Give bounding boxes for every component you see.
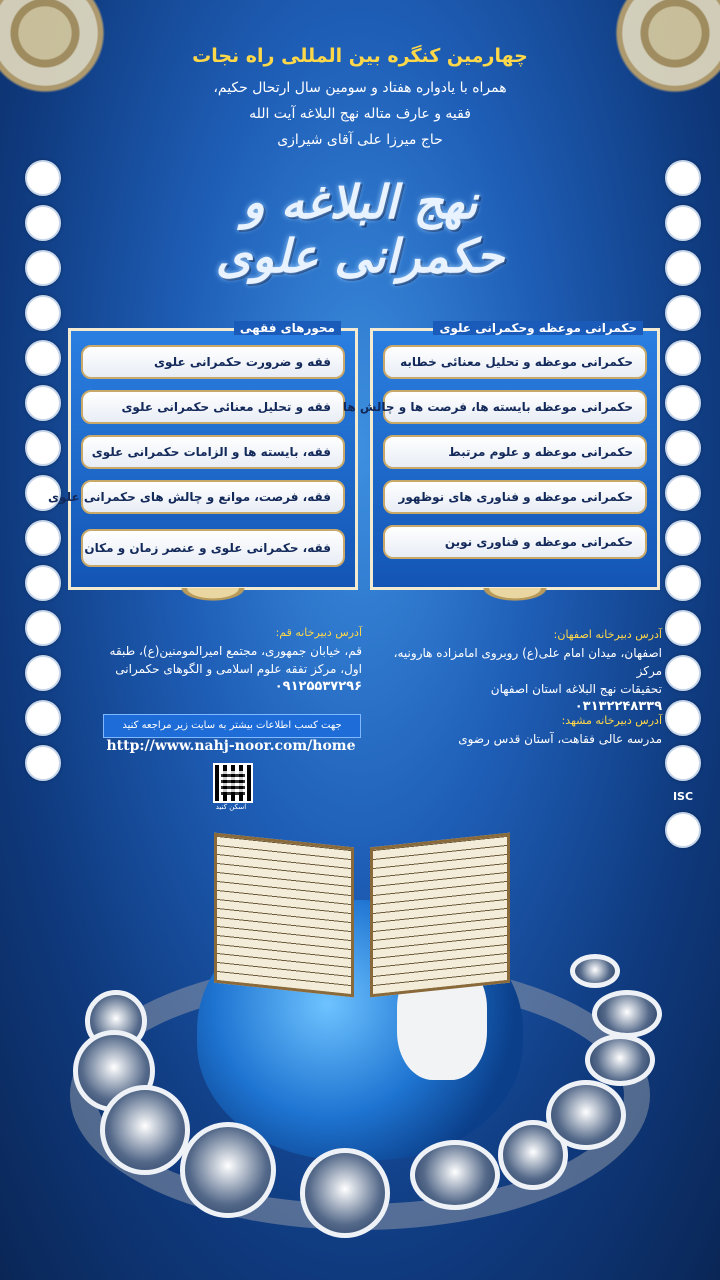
header [150,45,570,153]
corner-ornament-right [570,0,720,110]
isfahan-line-1: اصفهان، میدان امام علی(ع) روبروی امامزاده هارونیه، مرکز [393,646,662,678]
congress-title: چهارمین کنگره بین المللی راه نجات [192,45,528,67]
research-logo [665,340,701,376]
media-logo [665,295,701,331]
panel-ornament [153,588,273,612]
axis-item: حکمرانی موعظه و فناوری های نوظهور [383,480,647,514]
association-logo [25,565,61,601]
photo-circle-network [592,990,662,1038]
qom-phone: ۰۹۱۲۵۵۳۷۲۹۶ [274,679,362,694]
subtitle-line-1: همراه با یادواره هفتاد و سومین سال ارتحال حکیم، [213,80,507,96]
panel-ornament [455,588,575,612]
panel-title: محورهای فقهی [234,321,341,335]
axis-item: حکمرانی موعظه و فناوری نوین [383,525,647,559]
ali-logo-2 [665,812,701,848]
ali-logo [665,700,701,736]
qom-line-1: قم، خیابان جمهوری، مجتمع امیرالمومنین(ع)، طبقه [109,644,362,658]
mashhad-heading: آدرس دبیرخانه مشهد: [561,714,662,727]
isfahan-line-2: تحقیقات نهج البلاغه استان اصفهان [490,682,662,696]
info-banner: جهت کسب اطلاعات بیشتر به سایت زیر مراجعه کنید [103,714,361,738]
institute-logo [25,340,61,376]
qom-address [100,624,362,696]
axis-item: فقه و ضرورت حکمرانی علوی [81,345,345,379]
qr-code[interactable] [213,763,253,803]
corner-ornament-left [0,0,150,110]
emblem-logo [25,250,61,286]
photo-circle-ai [546,1080,626,1150]
isfahan-address [372,626,662,716]
radio-logo [665,610,701,646]
calligraphy-title: نهج البلاغه و حکمرانی علوی [215,175,505,283]
council-logo [25,610,61,646]
photo-circle-brain [180,1122,276,1218]
qr-caption: اسکن کنید [215,803,247,811]
seminary-logo [25,295,61,331]
left-logo-column [20,160,66,781]
green-logo [665,430,701,466]
photo-circle-robot [585,1034,655,1086]
subtitle-line-3: حاج میرزا علی آقای شیرازی [277,132,443,148]
open-book-image [214,840,510,990]
mashhad-address [372,712,662,748]
isc-logo: ISC [672,790,694,803]
photo-circle-person [410,1140,500,1210]
qom-heading: آدرس دبیرخانه قم: [275,626,362,639]
pattern-logo [665,475,701,511]
axis-item: فقه، بایسته ها و الزامات حکمرانی علوی [81,435,345,469]
foundation-logo [25,385,61,421]
axis-item: فقه، فرصت، موانع و چالش های حکمرانی علوی [81,480,345,514]
shrine-logo [665,250,701,286]
governance-axes-panel [342,321,660,590]
photo-circle-scales [100,1085,190,1175]
office-logo [25,745,61,781]
academy-logo [25,520,61,556]
organization-logo [25,205,61,241]
press-logo [25,700,61,736]
mashhad-line-1: مدرسه عالی فقاهت، آستان قدس رضوی [458,732,662,746]
quran-logo [665,160,701,196]
mark-logo [665,655,701,691]
municipality-logo [25,430,61,466]
seal-logo [665,205,701,241]
education-logo [665,565,701,601]
book-page-right [370,833,510,998]
isfahan-heading: آدرس دبیرخانه اصفهان: [553,628,662,641]
photo-circle-globe [300,1148,390,1238]
panel-title: حکمرانی موعظه وحکمرانی علوی [433,321,643,335]
isfahan-phone: ۰۳۱۳۲۲۴۸۳۳۹ [574,699,662,714]
axis-item: حکمرانی موعظه و تحلیل معنائی خطابه [383,345,647,379]
axis-item: حکمرانی موعظه بایسته ها، فرصت ها و چالش ها [383,390,647,424]
emblem-logo-2 [665,745,701,781]
library-logo [25,655,61,691]
right-logo-column [660,160,706,848]
mosque-logo [665,520,701,556]
fiqh-axes-panel [48,321,358,590]
axis-item: حکمرانی موعظه و علوم مرتبط [383,435,647,469]
book-page-left [214,833,354,998]
axis-item: فقه، حکمرانی علوی و عنصر زمان و مکان [81,529,345,567]
website-link[interactable]: http://www.nahj-noor.com/home [106,738,356,754]
qom-line-2: اول، مرکز تفقه علوم اسلامی و الگوهای حکمرانی [115,662,362,676]
subtitle-line-2: فقیه و عارف متاله نهج البلاغه آیت الله [249,106,471,122]
axis-item: فقه و تحلیل معنائی حکمرانی علوی [81,390,345,424]
photo-circle-vr [570,954,620,988]
calligraphy-logo [665,385,701,421]
university-logo [25,160,61,196]
